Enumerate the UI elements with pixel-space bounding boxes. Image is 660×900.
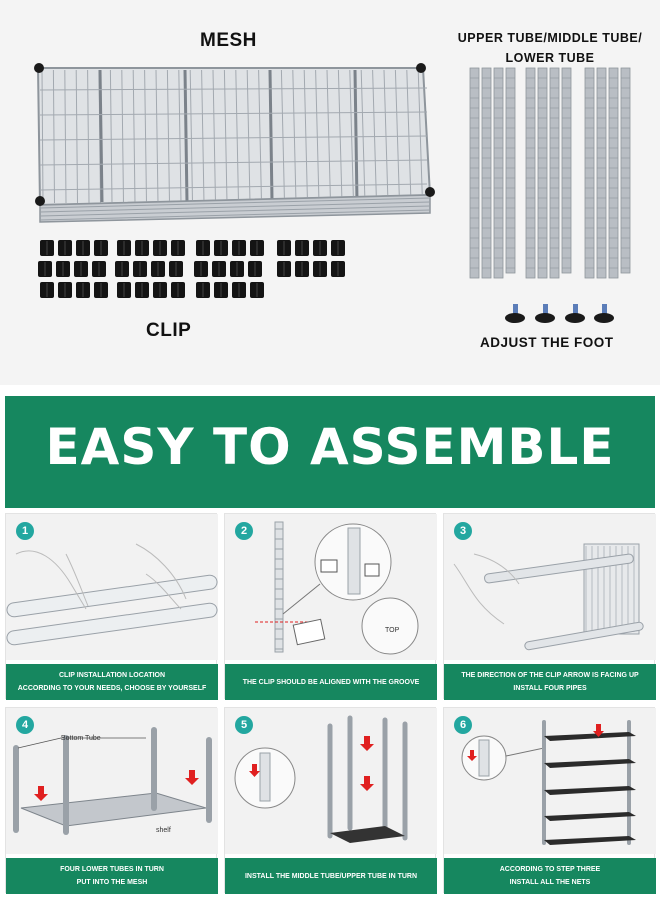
step-4-bottom-tube-text: Bottom Tube: [61, 735, 101, 742]
step-6-panel: [443, 707, 655, 893]
step-2-illustration: [225, 514, 437, 660]
step-1-caption-line2: ACCORDING TO YOUR NEEDS, CHOOSE BY YOURSELF: [17, 685, 207, 692]
step-3-caption: [444, 664, 656, 700]
step-5-illustration: [225, 708, 437, 854]
step-4-caption-line1: FOUR LOWER TUBES IN TURN: [60, 866, 164, 873]
step-6-illustration: [444, 708, 656, 854]
step-4-shelf-text: shelf: [156, 827, 171, 834]
step-4-caption-line2: PUT INTO THE MESH: [76, 879, 148, 886]
step-3-badge: 3: [454, 522, 472, 540]
step-2-badge: 2: [235, 522, 253, 540]
step-5-caption: [225, 858, 437, 894]
step-1-caption: [6, 664, 218, 700]
step-3-illustration: [444, 514, 656, 660]
step-5-badge: 5: [235, 716, 253, 734]
step-3-panel: [443, 513, 655, 699]
step-5-caption-line1: INSTALL THE MIDDLE TUBE/UPPER TUBE IN TURN: [244, 872, 418, 880]
adjustable-feet-image: [505, 304, 614, 323]
step-1-panel: [5, 513, 217, 699]
step-3-caption-line1: THE DIRECTION OF THE CLIP ARROW IS FACING UP: [461, 672, 639, 679]
step-1-badge: 1: [16, 522, 34, 540]
tube-label-line1: UPPER TUBE/MIDDLE TUBE/: [457, 31, 643, 45]
adjust-foot-label: ADJUST THE FOOT: [480, 335, 614, 350]
step-2-caption: [225, 664, 437, 700]
step-6-caption: [444, 858, 656, 894]
mesh-label: MESH: [200, 30, 257, 51]
easy-to-assemble-banner: [5, 396, 655, 508]
step-6-caption-line1: ACCORDING TO STEP THREE: [499, 866, 601, 873]
step-6-caption-line2: INSTALL ALL THE NETS: [509, 879, 591, 886]
tubes-image: [470, 68, 630, 278]
step-4-illustration: [6, 708, 218, 854]
clips-image: [38, 240, 345, 298]
step-1-illustration: [6, 514, 218, 660]
tube-label: [455, 28, 645, 68]
step-6-badge: 6: [454, 716, 472, 734]
step-4-caption: [6, 858, 218, 894]
banner-title: EASY TO ASSEMBLE: [45, 418, 615, 476]
step-2-top-text: TOP: [385, 627, 400, 634]
step-2-caption-line1: THE CLIP SHOULD BE ALIGNED WITH THE GROOVE: [242, 678, 420, 686]
step-2-panel: [224, 513, 436, 699]
step-5-panel: [224, 707, 436, 893]
tube-label-line2: LOWER TUBE: [505, 51, 595, 65]
mesh-shelf-image: [34, 63, 435, 222]
step-1-caption-line1: CLIP INSTALLATION LOCATION: [58, 672, 166, 679]
step-4-badge: 4: [16, 716, 34, 734]
step-4-panel: [5, 707, 217, 893]
clip-label: CLIP: [146, 320, 192, 341]
step-3-caption-line2: INSTALL FOUR PIPES: [513, 685, 587, 692]
parts-section: [0, 0, 660, 385]
